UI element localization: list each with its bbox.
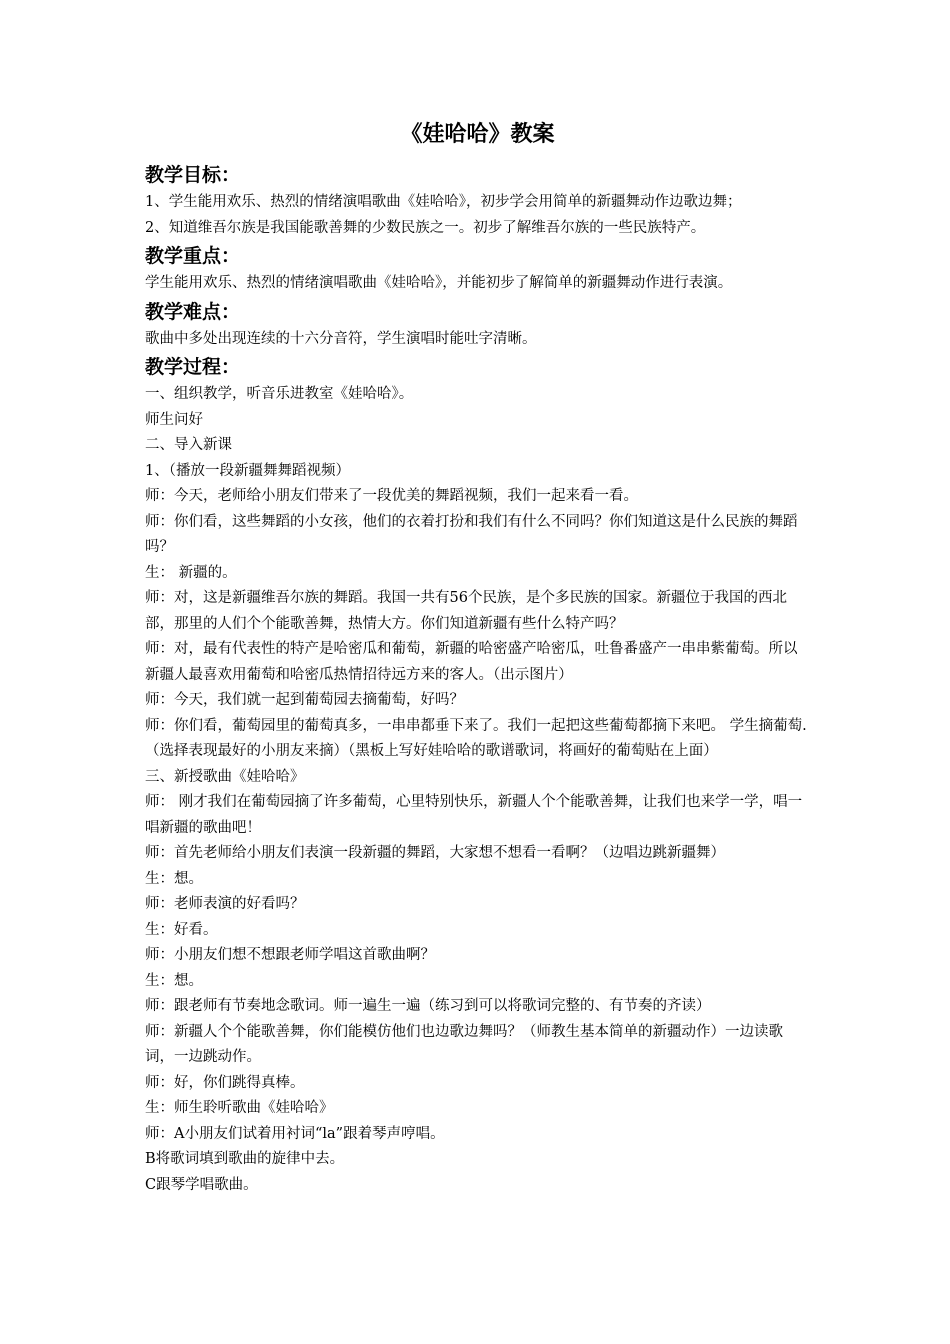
process-heading: 教学过程：	[145, 356, 241, 378]
difficulty-heading: 教学难点：	[145, 300, 241, 323]
process-line: 师：你们看，这些舞蹈的小女孩，他们的衣着打扮和我们有什么不同吗？你们知道这是什么民族的舞蹈吗？	[145, 513, 798, 555]
process-line: 生：想。	[145, 870, 203, 887]
process-line: 师：好，你们跳得真棒。	[145, 1074, 305, 1091]
process-line: 师：新疆人个个能歌善舞，你们能模仿他们也边歌边舞吗？（师教生基本简单的新疆动作）一边读歌词，一边跳动作。	[145, 1023, 783, 1065]
process-line: 师：今天，我们就一起到葡萄园去摘葡萄，好吗？	[145, 692, 464, 708]
goals-line: 2、知道维吾尔族是我国能歌善舞的少数民族之一。初步了解维吾尔族的一些民族特产。	[145, 219, 706, 236]
goals-heading: 教学目标：	[145, 164, 241, 186]
key-line: 学生能用欢乐、热烈的情绪演唱歌曲《娃哈哈》，并能初步了解简单的新疆舞动作进行表演。	[145, 275, 733, 291]
key-heading: 教学重点：	[145, 245, 241, 267]
process-line: 师：对，最有代表性的特产是哈密瓜和葡萄，新疆的哈密盛产哈密瓜，吐鲁番盛产一串串紫葡萄。所以新疆人最喜欢用葡萄和哈密瓜热情招待远方来的客人。（出示图片）	[145, 641, 798, 683]
process-line: 师：老师表演的好看吗？	[145, 896, 305, 912]
process-line: C跟琴学唱歌曲。	[145, 1176, 258, 1193]
process-line: 师：对，这是新疆维吾尔族的舞蹈。我国一共有56个民族，是个多民族的国家。新疆位于我国的西北部，那里的人们个个能歌善舞，热情大方。你们知道新疆有些什么特产吗？	[145, 590, 787, 632]
process-line: 师：A小朋友们试着用衬词“la”跟着琴声哼唱。	[145, 1125, 445, 1142]
process-line: 师：你们看，葡萄园里的葡萄真多，一串串都垂下来了。我们一起把这些葡萄都摘下来吧。 学生摘葡萄.（选择表现最好的小朋友来摘）（黑板上写好娃哈哈的歌谱歌词，将画好的葡萄贴在上面）	[145, 717, 807, 759]
process-line: 师： 刚才我们在葡萄园摘了许多葡萄，心里特别快乐，新疆人个个能歌善舞，让我们也来学一学，唱一唱新疆的歌曲吧！	[145, 794, 803, 836]
process-line: 生：好看。	[145, 921, 218, 938]
process-line: 一、组织教学，听音乐进教室《娃哈哈》。	[145, 386, 414, 402]
difficulty-line: 歌曲中多处出现连续的十六分音符，学生演唱时能吐字清晰。	[145, 330, 537, 347]
process-line: 师：跟老师有节奏地念歌词。师一遍生一遍（练习到可以将歌词完整的、有节奏的齐读）	[145, 998, 711, 1014]
process-line: 师：今天，老师给小朋友们带来了一段优美的舞蹈视频，我们一起来看一看。	[145, 488, 638, 504]
process-line: 师：小朋友们想不想跟老师学唱这首歌曲啊？	[145, 947, 435, 963]
process-line: 生：师生聆听歌曲《娃哈哈》	[145, 1100, 334, 1116]
process-line: 三、新授歌曲《娃哈哈》	[145, 768, 305, 785]
goals-line: 1、学生能用欢乐、热烈的情绪演唱歌曲《娃哈哈》，初步学会用简单的新疆舞动作边歌边舞；	[145, 194, 742, 210]
process-line: B将歌词填到歌曲的旋律中去。	[145, 1151, 345, 1167]
process-line: 二、导入新课	[145, 437, 232, 453]
process-line: 师：首先老师给小朋友们表演一段新疆的舞蹈，大家想不想看一看啊？（边唱边跳新疆舞）	[145, 845, 725, 861]
document-page	[145, 118, 810, 1198]
process-line: 生：想。	[145, 972, 203, 989]
process-line: 生： 新疆的。	[145, 564, 237, 581]
process-line: 师生问好	[145, 411, 203, 428]
process-line: 1、（播放一段新疆舞舞蹈视频）	[145, 462, 350, 479]
document-title: 《娃哈哈》教案	[400, 122, 555, 147]
